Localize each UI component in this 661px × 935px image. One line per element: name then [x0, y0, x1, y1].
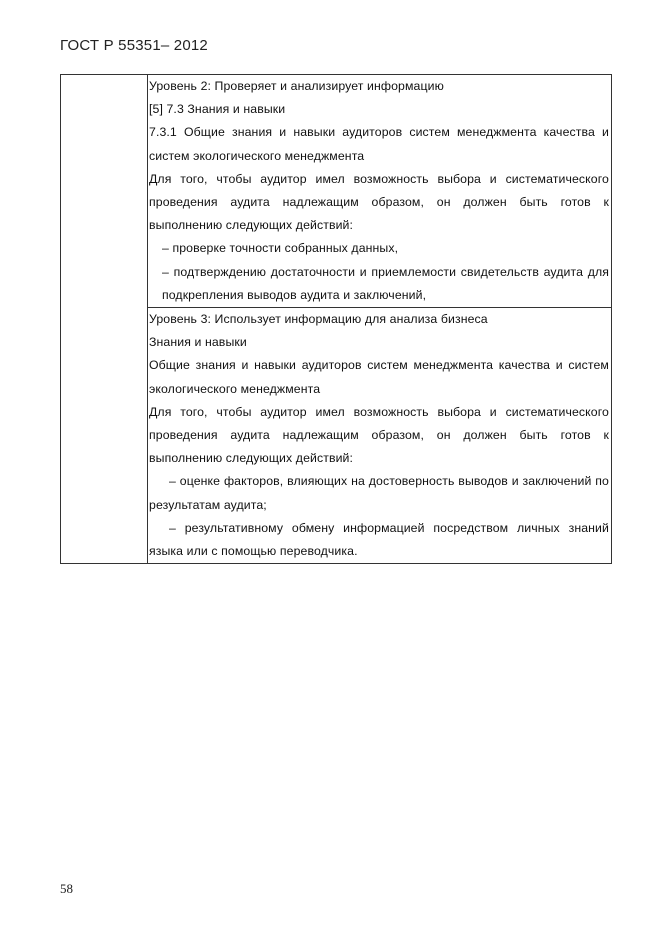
level2-intro: Для того, чтобы аудитор имел возможность выбора и систематического проведения аудита надлежащим образом, он должен быть готов к выполнению следующих действий:	[149, 171, 609, 233]
requirements-table	[60, 74, 612, 564]
level3-item-1: – оценке факторов, влияющих на достоверность выводов и заключений по результатам аудита;	[149, 474, 609, 512]
level2-item-2: – подтверждению достаточности и приемлемости свидетельств аудита для подкрепления выводов аудита и заключений,	[162, 264, 609, 302]
level3-cell	[148, 308, 612, 564]
table-row	[61, 308, 612, 564]
level2-cell	[148, 75, 612, 308]
level2-ref: [5] 7.3 Знания и навыки	[149, 102, 286, 117]
level3-heading: Уровень 3: Использует информацию для анализа бизнеса	[149, 312, 488, 327]
document-header: ГОСТ Р 55351– 2012	[60, 37, 208, 54]
page-number: 58	[60, 881, 73, 896]
level2-clause-title: 7.3.1 Общие знания и навыки аудиторов систем менеджмента качества и систем экологического менеджмента	[149, 125, 609, 163]
table-cell-empty	[61, 308, 148, 564]
table-cell-empty	[61, 75, 148, 308]
level3-clause-title: Общие знания и навыки аудиторов систем менеджмента качества и систем экологического менеджмента	[149, 358, 609, 396]
table-row	[61, 75, 612, 308]
level2-item-1: – проверке точности собранных данных,	[162, 241, 399, 256]
level3-item-2: – результативному обмену информацией посредством личных знаний языка или с помощью переводчика.	[149, 520, 609, 559]
level2-heading: Уровень 2: Проверяет и анализирует информацию	[149, 79, 444, 93]
level3-intro: Для того, чтобы аудитор имел возможность выбора и систематического проведения аудита надлежащим образом, он должен быть готов к выполнению следующих действий:	[149, 404, 609, 466]
level3-subheading: Знания и навыки	[149, 335, 247, 350]
